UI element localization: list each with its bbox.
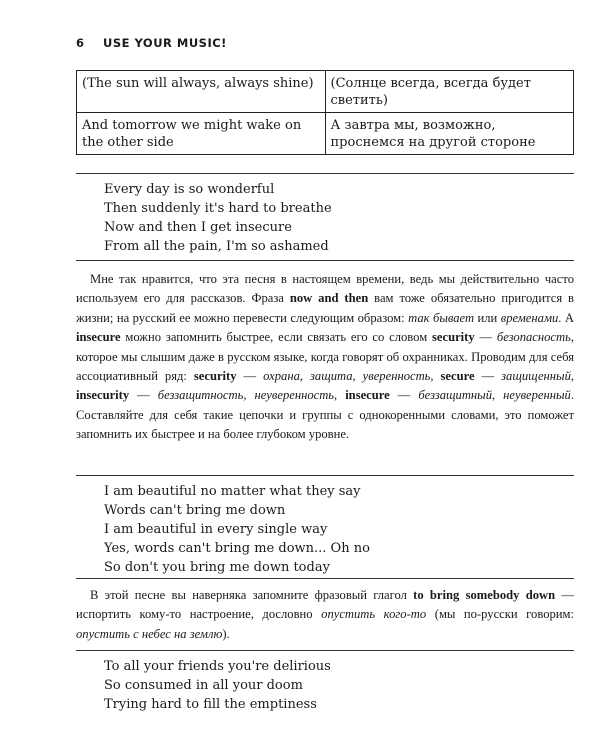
lyrics-block xyxy=(104,657,331,714)
lyric-line: Trying hard to fill the emptiness xyxy=(104,697,317,712)
lyric-line: Now and then I get insecure xyxy=(104,220,292,235)
term: to bring somebody down xyxy=(413,588,556,602)
translation-table xyxy=(76,70,574,155)
lyric-line: So consumed in all your doom xyxy=(104,678,303,693)
divider xyxy=(76,578,574,579)
term: security xyxy=(193,369,237,384)
divider xyxy=(76,475,574,476)
lyric-line: I am beautiful in every single way xyxy=(104,522,328,537)
lyrics-block xyxy=(104,180,332,256)
lyric-line: Yes, words can't bring me down... Oh no xyxy=(104,541,370,556)
table-row xyxy=(77,71,574,113)
table-row xyxy=(77,113,574,155)
term: insecurity xyxy=(76,388,130,403)
lyric-line: To all your friends you're delirious xyxy=(104,659,331,674)
lyric-line: Words can't bring me down xyxy=(104,503,286,518)
running-title: USE YOUR MUSIC! xyxy=(103,36,227,50)
term: secure xyxy=(440,369,475,384)
divider xyxy=(76,173,574,174)
lyric-line: Then suddenly it's hard to breathe xyxy=(104,201,332,216)
lyrics-block xyxy=(104,482,370,577)
term: insecure xyxy=(76,330,121,345)
divider xyxy=(76,260,574,261)
table-cell-english: And tomorrow we might wake on the other side xyxy=(77,113,326,155)
term: insecure xyxy=(345,388,390,403)
lyric-line: So don't you bring me down today xyxy=(104,560,330,575)
page-number: 6 xyxy=(76,36,85,50)
lyric-line: Every day is so wonderful xyxy=(104,182,275,197)
term: security xyxy=(432,330,475,345)
commentary-paragraph: Мне так нравится, что эта песня в настоящем времени, ведь мы действительно часто используем его для рассказов. Фраза now and then вам тоже обязательно пригодится в жизни; на русский ее можно перевести следующим образом: так бывает или временами. А insecure можно запомнить быстрее, если связать его со словом security — безопасность, которое мы слышим даже в русском языке, когда говорят об охранниках. Проводим для себя ассоциативный ряд: security — охрана, защита, уверенность, secure — защищенный, insecurity — беззащитность, неуверенность, insecure — беззащитный, неуверенный. Составляйте для себя такие цепочки и группы с однокоренными словами, это поможет запомнить их быстрее и на более глубоком уровне. xyxy=(76,272,575,442)
divider xyxy=(76,650,574,651)
lyric-line: From all the pain, I'm so ashamed xyxy=(104,239,329,254)
term: now and then xyxy=(289,291,369,306)
lyric-line: I am beautiful no matter what they say xyxy=(104,484,361,499)
table-cell-russian: А завтра мы, возможно, проснемся на другой стороне xyxy=(325,113,574,155)
commentary-paragraph: В этой песне вы наверняка запомните фразовый глагол to bring somebody down — испортить кому-то настроение, дословно опустить кого-то (мы по-русски говорим: опустить с небес на землю). xyxy=(76,588,574,641)
table-cell-russian: (Солнце всегда, всегда будет светить) xyxy=(325,71,574,113)
page-header xyxy=(76,36,227,50)
table-cell-english: (The sun will always, always shine) xyxy=(77,71,326,113)
